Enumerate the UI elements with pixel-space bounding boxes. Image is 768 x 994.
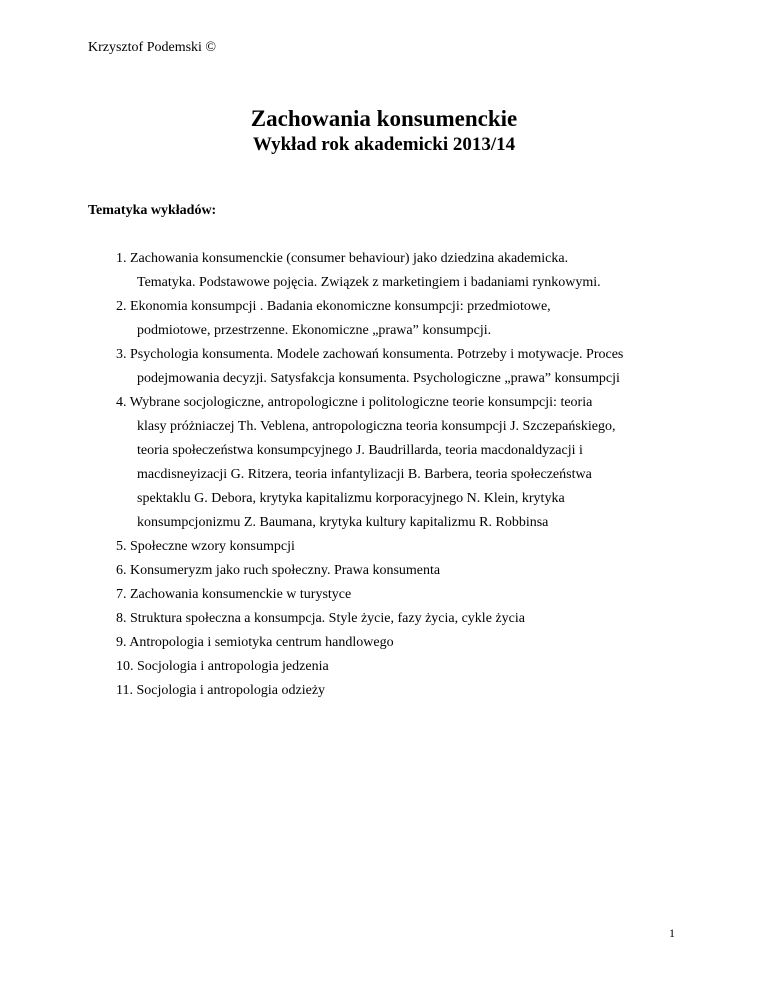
page-number: 1 — [669, 926, 675, 940]
topic-line: 1. Zachowania konsumenckie (consumer behaviour) jako dziedzina akademicka. — [116, 251, 569, 266]
topic-item — [116, 391, 676, 535]
topic-item — [116, 247, 676, 295]
topic-line-continuation: podmiotowe, przestrzenne. Ekonomiczne „prawa” konsumpcji. — [137, 323, 492, 338]
topic-line-continuation: podejmowania decyzji. Satysfakcja konsumenta. Psychologiczne „prawa” konsumpcji — [137, 371, 620, 386]
topic-line: 6. Konsumeryzm jako ruch społeczny. Prawa konsumenta — [116, 563, 441, 578]
topic-line: 2. Ekonomia konsumpcji . Badania ekonomiczne konsumpcji: przedmiotowe, — [116, 299, 551, 314]
header-author: Krzysztof Podemski © — [88, 40, 217, 55]
topic-item — [116, 631, 676, 655]
topic-line: 7. Zachowania konsumenckie w turystyce — [116, 587, 352, 602]
topic-line-continuation: klasy próżniaczej Th. Veblena, antropologiczna teoria konsumpcji J. Szczepańskiego, — [137, 419, 616, 434]
topic-item — [116, 583, 676, 607]
topic-line: 3. Psychologia konsumenta. Modele zachowań konsumenta. Potrzeby i motywacje. Proces — [116, 347, 624, 362]
topic-line: 4. Wybrane socjologiczne, antropologiczne i politologiczne teorie konsumpcji: teoria — [116, 395, 593, 410]
topic-item — [116, 559, 676, 583]
topic-line-continuation: teoria społeczeństwa konsumpcyjnego J. Baudrillarda, teoria macdonaldyzacji i — [137, 443, 583, 458]
topic-line-continuation: konsumpcjonizmu Z. Baumana, krytyka kultury kapitalizmu R. Robbinsa — [137, 515, 549, 530]
topic-line: 11. Socjologia i antropologia odzieży — [116, 683, 326, 698]
topic-line: 8. Struktura społeczna a konsumpcja. Style życie, fazy życia, cykle życia — [116, 611, 525, 626]
topic-item — [116, 295, 676, 343]
section-heading: Tematyka wykładów: — [88, 203, 217, 218]
topic-item — [116, 343, 676, 391]
topic-item — [116, 679, 676, 703]
topic-line: 10. Socjologia i antropologia jedzenia — [116, 659, 329, 674]
topic-item — [116, 655, 676, 679]
topic-line: 9. Antropologia i semiotyka centrum handlowego — [116, 635, 394, 650]
topic-line-continuation: macdisneyizacji G. Ritzera, teoria infantylizacji B. Barbera, teoria społeczeństwa — [137, 467, 592, 482]
topic-line: 5. Społeczne wzory konsumpcji — [116, 539, 295, 554]
topic-item — [116, 607, 676, 631]
topic-line-continuation: Tematyka. Podstawowe pojęcia. Związek z marketingiem i badaniami rynkowymi. — [137, 275, 601, 290]
topic-item — [116, 535, 676, 559]
document-subtitle: Wykład rok akademicki 2013/14 — [252, 134, 516, 155]
topics-list — [116, 247, 676, 703]
document-title: Zachowania konsumenckie — [250, 106, 518, 131]
topic-line-continuation: spektaklu G. Debora, krytyka kapitalizmu korporacyjnego N. Klein, krytyka — [137, 491, 565, 506]
